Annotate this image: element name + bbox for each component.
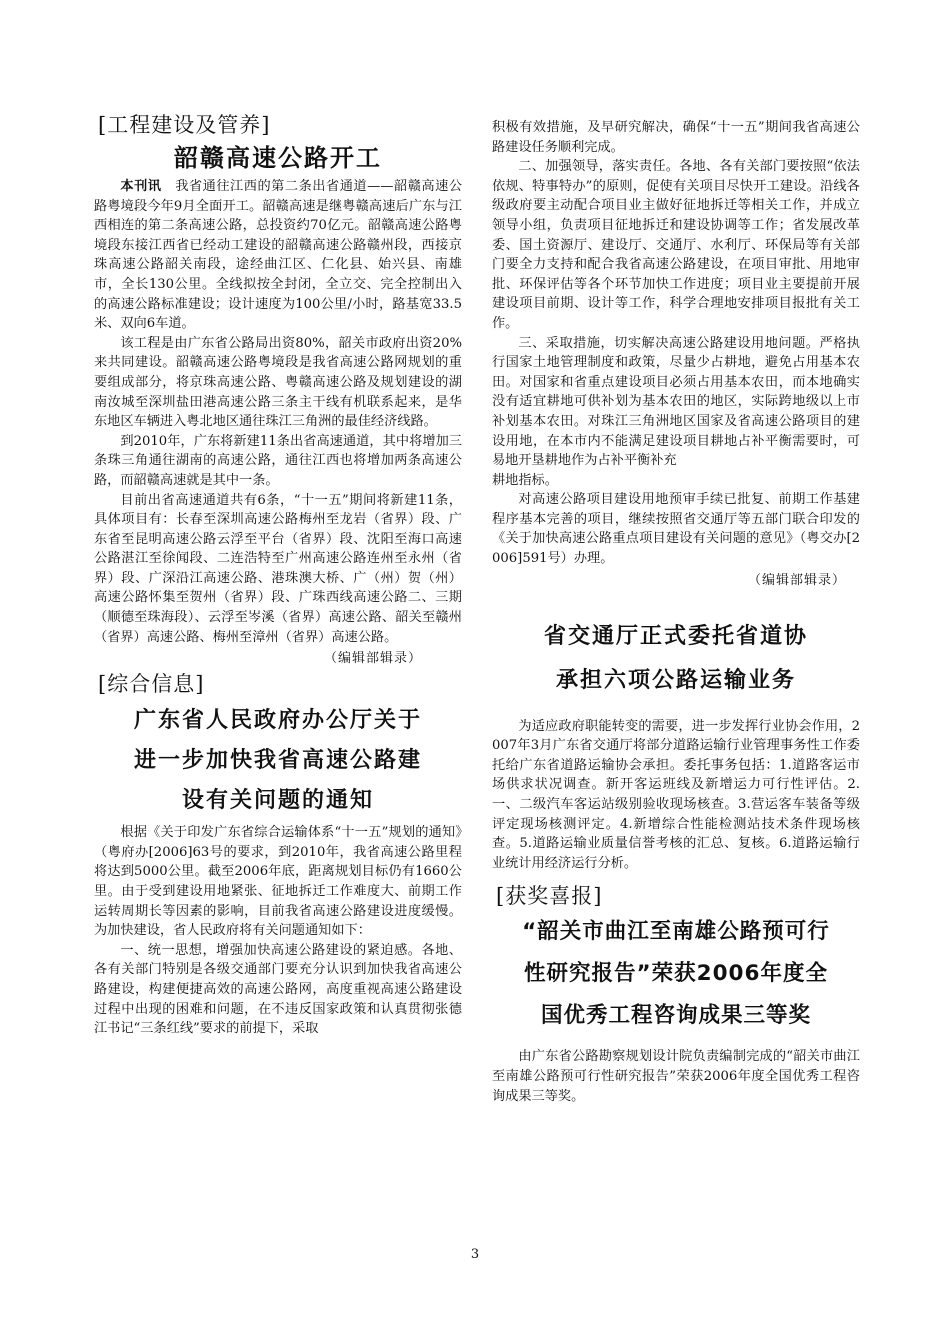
left-column	[94, 112, 462, 1039]
article-title-commission-line1: 省交通厅正式委托省道协	[543, 623, 808, 649]
article-title-award-line2: 性研究报告”荣获2006年度全	[524, 961, 828, 987]
article-paragraph	[94, 177, 462, 334]
article-paragraph: 为适应政府职能转变的需要，进一步发挥行业协会作用，2007年3月广东省交通厅将部分道路运输行业管理事务性工作委托给广东省道路运输协会承担。委托事务包括：1.道路客运市场供求状况调查。新开客运班线及新增运力可行性评估。2.一、二级汽车客运站级别验收现场核查。3.营运客车装备等级评定现场核测评定。4.新增综合性能检测站技术条件现场核查。5.道路运输业质量信誉考核的汇总、复核。6.道路运输行业统计用经济运行分析。	[492, 718, 860, 871]
article-paragraph: 根据《关于印发广东省综合运输体系“十一五”规划的通知》（粤府办[2006]63号的要求，到2010年，我省高速公路里程将达到5000公里。截至2006年底，距离规划目标仍有1660公里。由于受到建设用地紧张、征地拆迁工作难度大、前期工作运转周期长等因素的影响，目前我省高速公路建设进度缓慢。为加快建设，省人民政府将有关问题通知如下：	[94, 825, 462, 939]
article-paragraph: 对高速公路项目建设用地预审手续已批复、前期工作基建程序基本完善的项目，继续按照省交通厅等五部门联合印发的《关于加快高速公路重点项目建设有关问题的意见》（粤交办[2006]591号）办理。	[492, 492, 860, 567]
section-tag-engineering: [工程建设及管养]	[98, 113, 271, 137]
article-paragraph: 积极有效措施，及早研究解决，确保“十一五”期间我省高速公路建设任务顺利完成。	[492, 120, 860, 155]
editor-note: （编辑部辑录）	[323, 651, 422, 667]
article-paragraph: 一、统一思想，增强加快高速公路建设的紧迫感。各地、各有关部门特别是各级交通部门要充分认识到加快我省高速公路建设，构建便捷高效的高速公路网，高度重视高速公路建设过程中出现的困难和问题，在不违反国家政策和认真贯彻张德江书记“三条红线”要求的前提下，采取	[94, 942, 462, 1037]
paragraph-text: 我省通往江西的第二条出省通道——韶赣高速公路粤境段今年9月全面开工。韶赣高速是继粤赣高速后广东与江西相连的第二条高速公路，总投资约70亿元。韶赣高速公路粤境段东接江西省已经动工建设的韶赣高速公路赣州段，西接京珠高速公路韶关南段，途经曲江区、仁化县、始兴县、南雄市，全长130公里。全线拟按全封闭，全立交、完全控制出入的高速公路标准建设；设计速度为100公里/小时，路基宽33.5米、双向6车道。	[94, 179, 463, 332]
article-title-notice-line3: 设有关问题的通知	[181, 788, 374, 814]
article-paragraph: 到2010年，广东将新建11条出省高速通道，其中将增加三条珠三角通往湖南的高速公路，通往江西也将增加两条高速公路，而韶赣高速就是其中一条。	[94, 433, 462, 488]
section-tag-award: [获奖喜报]	[496, 884, 603, 909]
article-paragraph: 二、加强领导，落实责任。各地、各有关部门要按照“依法依规、特事特办”的原则，促使有关项目尽快开工建设。沿线各级政府要主动配合项目业主做好征地拆迁等相关工作，并成立领导小组，负责项目征地拆迁和建设协调等工作；省发展改革委、国土资源厅、建设厅、交通厅、水利厅、环保局等有关部门要全力支持和配合我省高速公路建设，在项目审批、用地审批、环保评估等各个环节加快工作进度；项目业主要提前开展建设项目前期、设计等工作，科学合理地安排项目报批有关工作。	[492, 159, 860, 331]
lead-label: 本刊讯	[120, 179, 162, 194]
article-title-notice-line1: 广东省人民政府办公厅关于	[133, 708, 422, 734]
article-title-award-line1: “韶关市曲江至南雄公路预可行	[522, 919, 830, 945]
article-paragraph: 耕地指标。	[492, 472, 558, 488]
article-paragraph: 由广东省公路勘察规划设计院负责编制完成的“韶关市曲江至南雄公路预可行性研究报告”荣获2006年度全国优秀工程咨询成果三等奖。	[492, 1049, 860, 1104]
editor-note: （编辑部辑录）	[747, 572, 846, 588]
article-title-commission-line2: 承担六项公路运输业务	[555, 667, 796, 693]
article-paragraph: 三、采取措施，切实解决高速公路建设用地问题。严格执行国家土地管理制度和政策，尽量少占耕地，避免占用基本农田。对国家和省重点建设项目必须占用基本农田，而本地确实没有适宜耕地可供补划为基本农田的地区，实际跨地级以上市补划基本农田。对珠江三角洲地区国家及省高速公路项目的建设用地，在本市内不能满足建设项目耕地占补平衡需要时，可易地开垦耕地作为占补平衡补充	[492, 335, 860, 469]
article-paragraph: 该工程是由广东省公路局出资80%，韶关市政府出资20%来共同建设。韶赣高速公路粤境段是我省高速公路网规划的重要组成部分，将京珠高速公路、粤赣高速公路及规划建设的湖南汝城至深圳盐田港高速公路三条主干线有机联系起来，是华东地区车辆进入粤北地区通往珠江三角洲的最佳经济线路。	[94, 335, 462, 430]
article-title-award-line3: 国优秀工程咨询成果三等奖	[540, 1003, 811, 1029]
section-tag-info: [综合信息]	[98, 672, 205, 697]
article-title-shaogan: 韶赣高速公路开工	[174, 144, 382, 172]
page-number: 3	[470, 1247, 480, 1262]
article-paragraph: 目前出省高速通道共有6条，“十一五”期间将新建11条，具体项目有：长春至深圳高速公路梅州至龙岩（省界）段、广东省至昆明高速公路云浮至平台（省界）段、沈阳至海口高速公路湛江至徐闻段、二连浩特至广州高速公路连州至永州（省界）段、广深沿江高速公路、港珠澳大桥、广（州）贺（州）高速公路怀集至贺州（省界）段、广珠西线高速公路二、三期（顺德至珠海段）、云浮至岑溪（省界）高速公路、韶关至赣州（省界）高速公路、梅州至漳州（省界）高速公路。	[94, 492, 462, 645]
article-title-notice-line2: 进一步加快我省高速公路建	[133, 748, 422, 774]
right-column	[492, 118, 860, 1106]
